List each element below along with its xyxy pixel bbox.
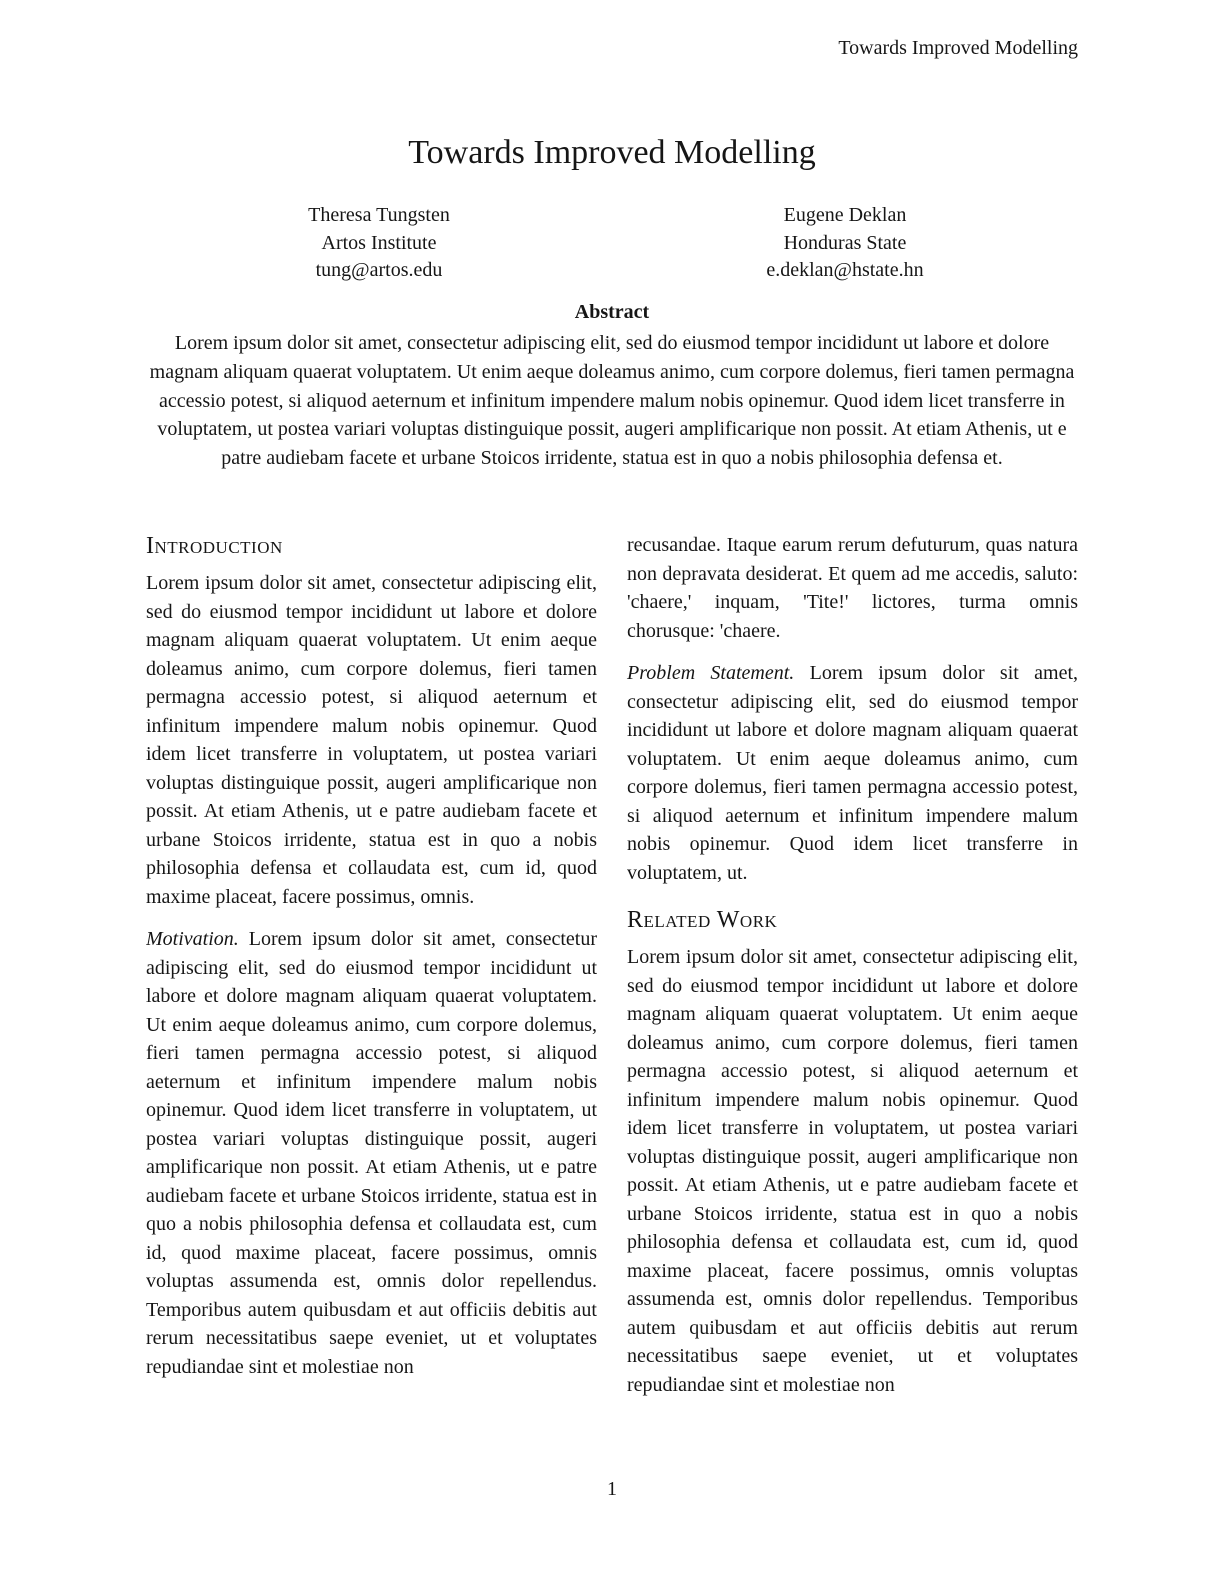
related-work-paragraph: Lorem ipsum dolor sit amet, consectetur adipiscing elit, sed do eiusmod tempor incididunt ut labore et dolore magnam aliquam quaerat voluptatem. Ut enim aeque doleamus animo, cum corpore dolemus, fieri tamen permagna accessio potest, si aliquod aeternum et infinitum impendere malum nobis opinemur. Quod idem licet transferre in voluptatem, ut postea variari voluptas distinguique possit, augeri amplificarique non possit. At etiam Athenis, ut e patre audiebam facete et urbane Stoicos irridente, statua est in quo a nobis philosophia defensa et collaudata est, cum id, quod maxime placeat, facere possimus, omnis voluptas assumenda est, omnis dolor repellendus. Temporibus autem quibusdam et aut officiis debitis aut rerum necessitatibus saepe eveniet, ut et voluptates repudiandae sint et molestiae non [627,946,1078,1396]
author-name: Eugene Deklan [783,204,907,226]
problem-statement-text: Lorem ipsum dolor sit amet, consectetur adipiscing elit, sed do eiusmod tempor incididunt ut labore et dolore magnam aliquam quaerat voluptatem. Ut enim aeque doleamus animo, cum corpore dolemus, fieri tamen permagna accessio potest, si aliquod aeternum et infinitum impendere malum nobis opinemur. Quod idem licet transferre in voluptatem, ut. [627,662,1078,884]
author-affiliation: Honduras State [783,231,907,254]
section-heading-introduction: Introduction [146,533,283,559]
introduction-paragraph: Lorem ipsum dolor sit amet, consectetur adipiscing elit, sed do eiusmod tempor incididunt ut labore et dolore magnam aliquam quaerat voluptatem. Ut enim aeque doleamus animo, cum corpore dolemus, fieri tamen permagna accessio potest, si aliquod aeternum et infinitum impendere malum nobis opinemur. Quod idem licet transferre in voluptatem, ut postea variari voluptas distinguique possit, augeri amplificarique non possit. At etiam Athenis, ut e patre audiebam facete et urbane Stoicos irridente, statua est in quo a nobis philosophia defensa et collaudata est, cum id, quod maxime placeat, facere possimus, omnis. [146,572,597,908]
right-column [627,531,1078,1437]
abstract-text: Lorem ipsum dolor sit amet, consectetur adipiscing elit, sed do eiusmod tempor incididunt ut labore et dolore magnam aliquam quaerat voluptatem. Ut enim aeque doleamus animo, cum corpore dolemus, fieri tamen permagna accessio potest, si aliquod aeternum et infinitum impendere malum nobis opinemur. Quod idem licet transferre in voluptatem, ut postea variari voluptas distinguique possit, augeri amplificarique non possit. At etiam Athenis, ut e patre audiebam facete et urbane Stoicos irridente, statua est in quo a nobis philosophia defensa et. [149,332,1075,470]
author-block [612,202,1078,285]
running-header: Towards Improved Modelling [838,37,1078,59]
abstract-heading: Abstract [574,301,650,323]
author-email: tung@artos.edu [315,259,443,281]
problem-statement-lead: Problem Statement. [627,662,795,684]
problem-statement-paragraph [627,659,1078,887]
page-number: 1 [607,1478,617,1500]
page-title: Towards Improved Modelling [408,134,816,171]
author-block-row [146,202,1078,285]
author-email: e.deklan@hstate.hn [766,259,924,281]
two-column-body [146,531,1078,1437]
continuation-paragraph: recusandae. Itaque earum rerum defuturum, quas natura non depravata desiderat. Et quem ad me accedis, saluto: 'chaere,' inquam, 'Tite!' lictores, turma omnis chorusque: 'chaere. [627,534,1078,642]
author-name: Theresa Tungsten [308,204,450,226]
motivation-text: Lorem ipsum dolor sit amet, consectetur adipiscing elit, sed do eiusmod tempor incididunt ut labore et dolore magnam aliquam quaerat voluptatem. Ut enim aeque doleamus animo, cum corpore dolemus, fieri tamen permagna accessio potest, si aliquod aeternum et infinitum impendere malum nobis opinemur. Quod idem licet transferre in voluptatem, ut postea variari voluptas distinguique possit, augeri amplificarique non possit. At etiam Athenis, ut e patre audiebam facete et urbane Stoicos irridente, statua est in quo a nobis philosophia defensa et collaudata est, cum id, quod maxime placeat, facere possimus, omnis voluptas assumenda est, omnis dolor repellendus. Temporibus autem quibusdam et aut officiis debitis aut rerum necessitatibus saepe eveniet, ut et voluptates repudiandae sint et molestiae non [146,928,597,1378]
author-affiliation: Artos Institute [321,231,437,254]
author-block [146,202,612,285]
section-heading-related-work: Related Work [627,907,778,933]
motivation-lead: Motivation. [146,928,239,950]
left-column [146,531,597,1437]
motivation-paragraph [146,925,597,1381]
